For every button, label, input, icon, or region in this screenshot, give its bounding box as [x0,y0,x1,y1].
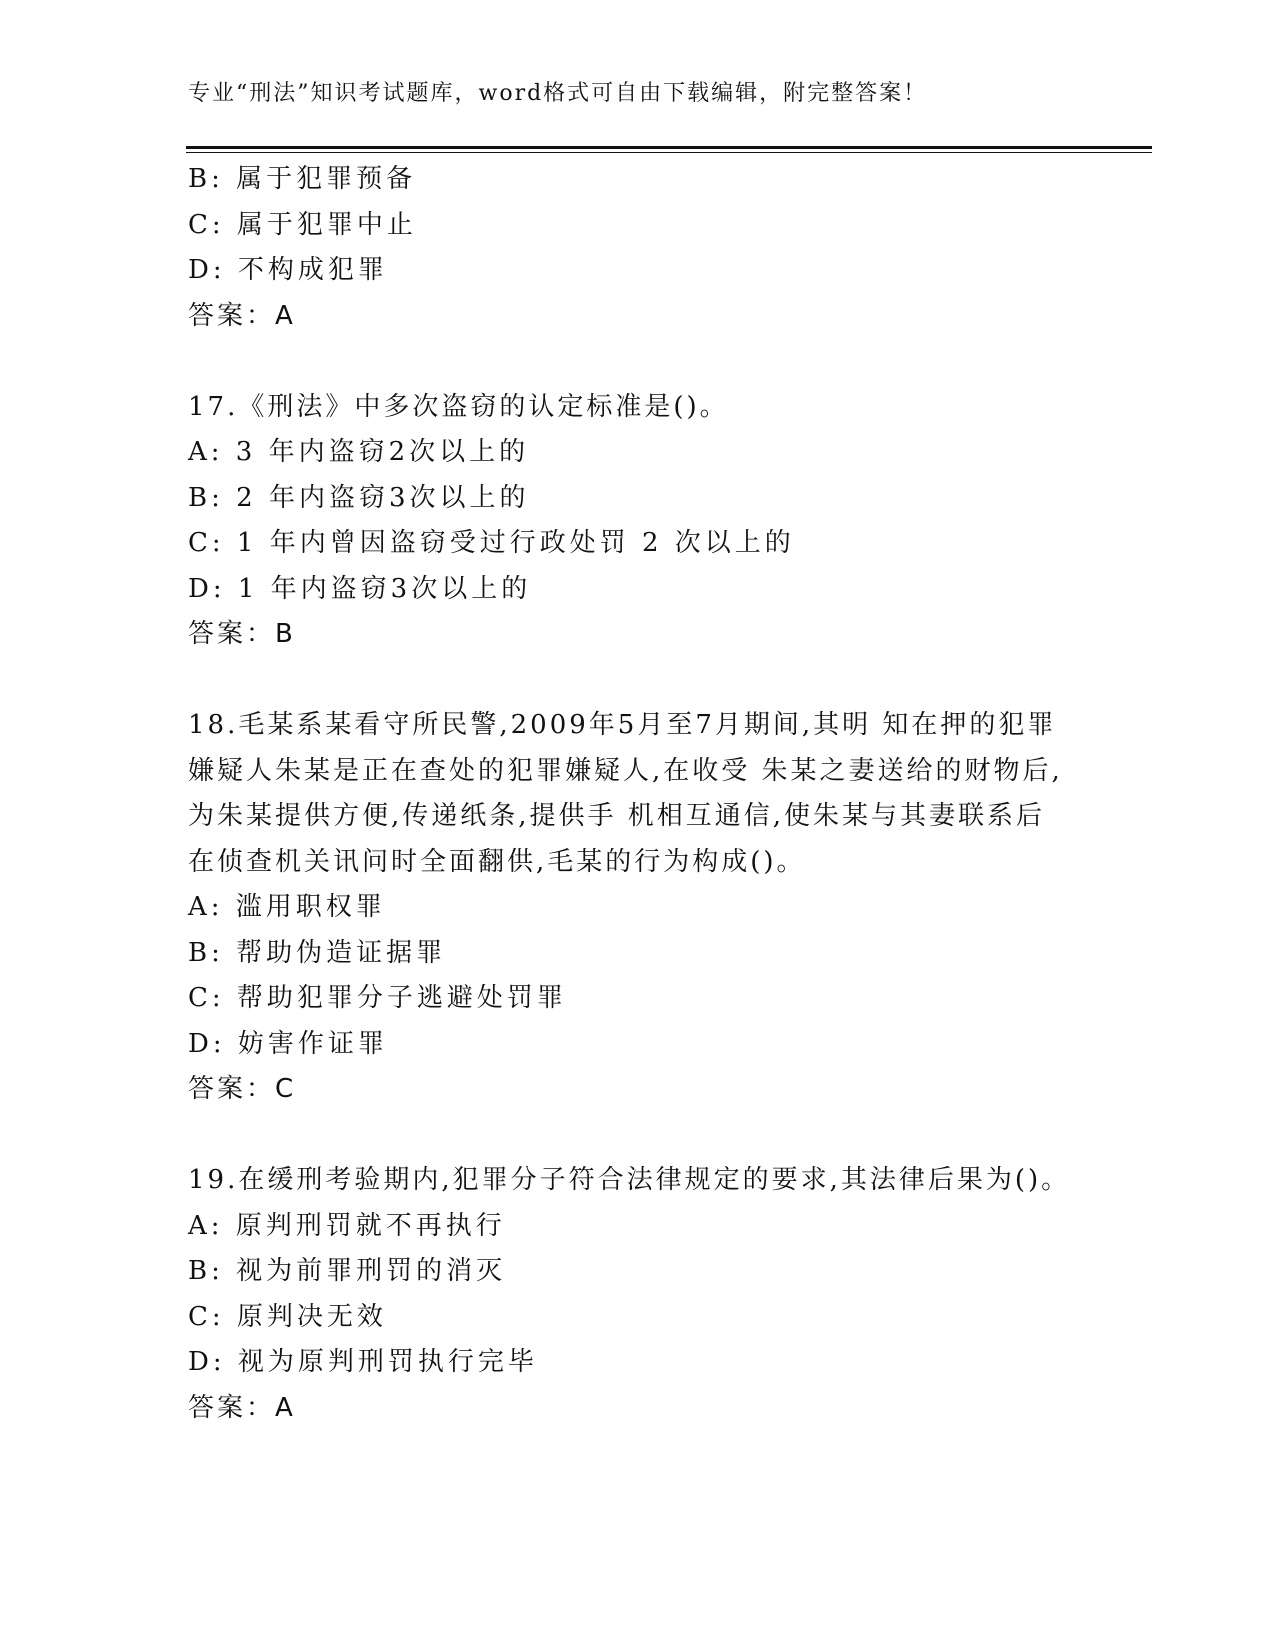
question-stem: 19.在缓刑考验期内,犯罪分子符合法律规定的要求,其法律后果为()。 [188,1165,1071,1195]
answer-line: 答案：A [188,300,296,331]
question-17 [188,385,1088,658]
question-stem: 18.毛某系某看守所民警,2009年5月至7月期间,其明 知在押的犯罪 [188,710,1057,740]
answer-line: 答案：C [188,1074,297,1104]
option-c: C: 原判决无效 [188,1301,387,1332]
option-b: B: 2 年内盗窃3次以上的 [188,482,530,513]
option-a: A: 滥用职权罪 [188,892,386,922]
header-divider-thin [186,152,1152,153]
option-d: D: 不构成犯罪 [188,255,388,285]
option-d: D: 视为原判刑罚执行完毕 [188,1347,538,1377]
option-d: D: 妨害作证罪 [188,1028,388,1059]
option-b: B: 视为前罪刑罚的消灭 [188,1256,507,1286]
option-a: A: 原判刑罚就不再执行 [188,1210,506,1241]
exam-content [188,157,1088,1431]
question-stem: 17.《刑法》中多次盗窃的认定标准是()。 [188,391,729,422]
question-19 [188,1158,1088,1431]
question-stem: 在侦查机关讯问时全面翻供,毛某的行为构成()。 [188,846,806,877]
option-c: C: 帮助犯罪分子逃避处罚罪 [188,983,567,1013]
option-c: C: 属于犯罪中止 [188,209,417,240]
option-a: A: 3 年内盗窃2次以上的 [188,437,530,467]
question-stem: 为朱某提供方便,传递纸条,提供手 机相互通信,使朱某与其妻联系后 [188,801,1046,831]
page-header: 专业“刑法”知识考试题库，word格式可自由下载编辑，附完整答案！ [188,81,928,106]
option-c: C: 1 年内曾因盗窃受过行政处罚 2 次以上的 [188,528,795,558]
option-b: B: 属于犯罪预备 [188,164,417,194]
option-d: D: 1 年内盗窃3次以上的 [188,573,532,604]
question-18 [188,703,1088,1113]
answer-line: 答案：A [188,1392,296,1423]
question-16-continued [188,157,1088,339]
option-b: B: 帮助伪造证据罪 [188,937,447,968]
answer-line: 答案：B [188,619,296,649]
question-stem: 嫌疑人朱某是正在查处的犯罪嫌疑人,在收受 朱某之妻送给的财物后, [188,755,1063,786]
header-divider-thick [186,146,1152,149]
